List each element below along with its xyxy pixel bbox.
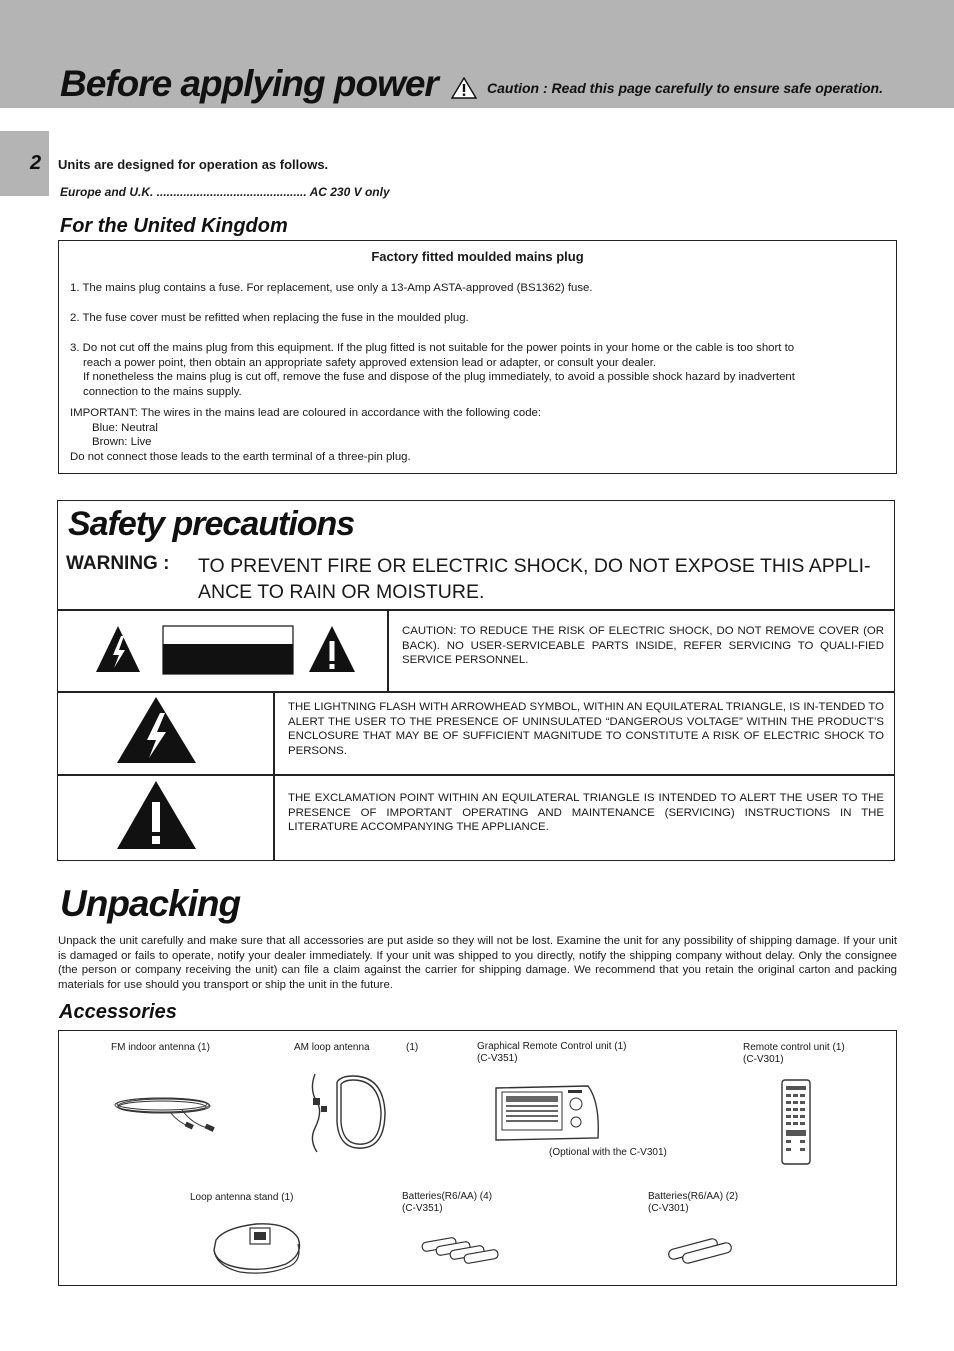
accessories-heading: Accessories: [59, 1001, 177, 1023]
warning-label: WARNING :: [66, 553, 170, 574]
grc-note: (Optional with the C-V301): [549, 1147, 667, 1158]
plug-box-title: Factory fitted moulded mains plug: [371, 249, 584, 264]
unpacking-paragraph: Unpack the unit carefully and make sure that all accessories are put aside so they will not be lost. Examine the unit for any possibility of shipping damage. If your unit is damaged or fails to operate, notify your dealer immediately. If your unit was shipped to you directly, notify the shipping company without delay. Only the consignee (the person or company receiving the unit) can file a claim against the carrier for shipping damage. We recommend that you retain the original carton and packing materials for use should you transport or ship the unit in the future.: [58, 935, 897, 992]
unpacking-title: Unpacking: [60, 883, 241, 924]
divider: [387, 609, 389, 692]
earth-note: Do not connect those leads to the earth terminal of a three-pin plug.: [70, 451, 411, 464]
units-heading: Units are designed for operation as follows.: [58, 157, 329, 172]
europe-voltage-line: Europe and U.K. ............................................. AC 230 V only: [60, 185, 390, 199]
divider: [57, 609, 895, 611]
fm-antenna-label: FM indoor antenna (1): [111, 1042, 210, 1053]
caution-label-graphic: [95, 624, 360, 676]
uk-heading: For the United Kingdom: [60, 215, 288, 237]
blue-wire: Blue: Neutral: [92, 421, 158, 434]
rc-label: [743, 1042, 845, 1066]
caution-text: Caution : Read this page carefully to ensure safe operation.: [487, 80, 883, 96]
batteries-4-illustration: [418, 1234, 500, 1270]
caution-label-box: [163, 626, 293, 674]
graphical-remote-illustration: [492, 1082, 602, 1146]
plug-item-3-line-3: If nonetheless the mains plug is cut off, remove the fuse and dispose of the plug immediately, to avoid a possible shock hazard by inadvertent: [83, 371, 795, 384]
lightning-text-block: THE LIGHTNING FLASH WITH ARROWHEAD SYMBOL, WITHIN AN EQUILATERAL TRIANGLE, IS IN-TENDED TO ALERT THE USER TO THE PRESENCE OF UNINSULATED “DANGEROUS VOLTAGE” WITHIN THE PRODUCT’S ENCLOSURE THAT MAY BE OF SUFFICIENT MAGNITUDE TO CONSTITUTE A RISK OF ELECTRIC SHOCK TO PERSONS.: [288, 701, 884, 758]
uk-plug-box: [58, 240, 897, 474]
fm-antenna-illustration: [112, 1088, 217, 1136]
remote-control-illustration: [780, 1078, 812, 1166]
plug-item-2: 2. The fuse cover must be refitted when replacing the fuse in the moulded plug.: [70, 312, 469, 324]
am-antenna-illustration: [305, 1072, 390, 1154]
plug-item-1: 1. The mains plug contains a fuse. For replacement, use only a 13-Amp ASTA-approved (BS1362) fuse.: [70, 282, 593, 294]
loop-stand-illustration: [210, 1218, 305, 1274]
grc-label-line-2: (C-V351): [477, 1053, 518, 1064]
exclamation-text-block: THE EXCLAMATION POINT WITHIN AN EQUILATERAL TRIANGLE IS INTENDED TO ALERT THE USER TO THE PRESENCE OF IMPORTANT OPERATING AND MAINTENANCE (SERVICING) INSTRUCTIONS IN THE LITERATURE ACCOMPANYING THE APPLIANCE.: [288, 792, 884, 834]
caution-note: [451, 76, 883, 100]
batteries-2-line-1: Batteries(R6/AA) (2): [648, 1191, 739, 1202]
plug-item-3-line-1: 3. Do not cut off the mains plug from this equipment. If the plug fitted is not suitable for the power points in your home or the cable is too short to: [70, 342, 795, 354]
lightning-triangle-icon: [116, 696, 198, 764]
safety-title: Safety precautions: [68, 505, 355, 543]
am-antenna-qty: (1): [406, 1042, 419, 1053]
grc-label: [477, 1041, 627, 1065]
plug-item-3-line-2: reach a power point, then obtain an appropriate safety approved extension lead or adapter, or consult your dealer.: [83, 356, 657, 369]
page-tab: [0, 131, 49, 196]
important-note: IMPORTANT: The wires in the mains lead are coloured in accordance with the following code:: [70, 407, 542, 419]
wire-code-block: [70, 406, 884, 465]
divider: [57, 691, 895, 693]
divider: [273, 691, 275, 860]
plug-item-3: [70, 341, 884, 400]
exclamation-triangle-icon: [116, 780, 198, 850]
page-title: Before applying power: [60, 63, 438, 104]
batteries-2-illustration: [664, 1232, 738, 1268]
divider: [57, 774, 895, 776]
batteries-4-line-1: Batteries(R6/AA) (4): [402, 1191, 493, 1202]
batteries-2-label: [648, 1191, 738, 1215]
am-antenna-label: AM loop antenna: [294, 1042, 370, 1053]
warning-triangle-icon: [451, 77, 477, 99]
caution-text-block: CAUTION: TO REDUCE THE RISK OF ELECTRIC SHOCK, DO NOT REMOVE COVER (OR BACK). NO USER-SERVICEABLE PARTS INSIDE, REFER SERVICING TO QUALI-FIED SERVICE PERSONNEL.: [402, 625, 884, 667]
stand-label: Loop antenna stand (1): [190, 1192, 294, 1203]
batteries-4-label: [402, 1191, 492, 1215]
page-number: 2: [30, 152, 42, 174]
plug-item-3-line-4: connection to the mains supply.: [83, 386, 242, 399]
batteries-4-line-2: (C-V351): [402, 1203, 443, 1214]
warning-text: TO PREVENT FIRE OR ELECTRIC SHOCK, DO NOT EXPOSE THIS APPLI-ANCE TO RAIN OR MOISTURE.: [198, 555, 871, 603]
exclamation-triangle-icon: [309, 626, 355, 672]
grc-label-line-1: Graphical Remote Control unit (1): [477, 1041, 627, 1052]
rc-label-line-2: (C-V301): [743, 1054, 784, 1065]
rc-label-line-1: Remote control unit (1): [743, 1042, 845, 1053]
batteries-2-line-2: (C-V301): [648, 1203, 689, 1214]
brown-wire: Brown: Live: [92, 436, 152, 449]
lightning-triangle-icon: [96, 626, 140, 672]
